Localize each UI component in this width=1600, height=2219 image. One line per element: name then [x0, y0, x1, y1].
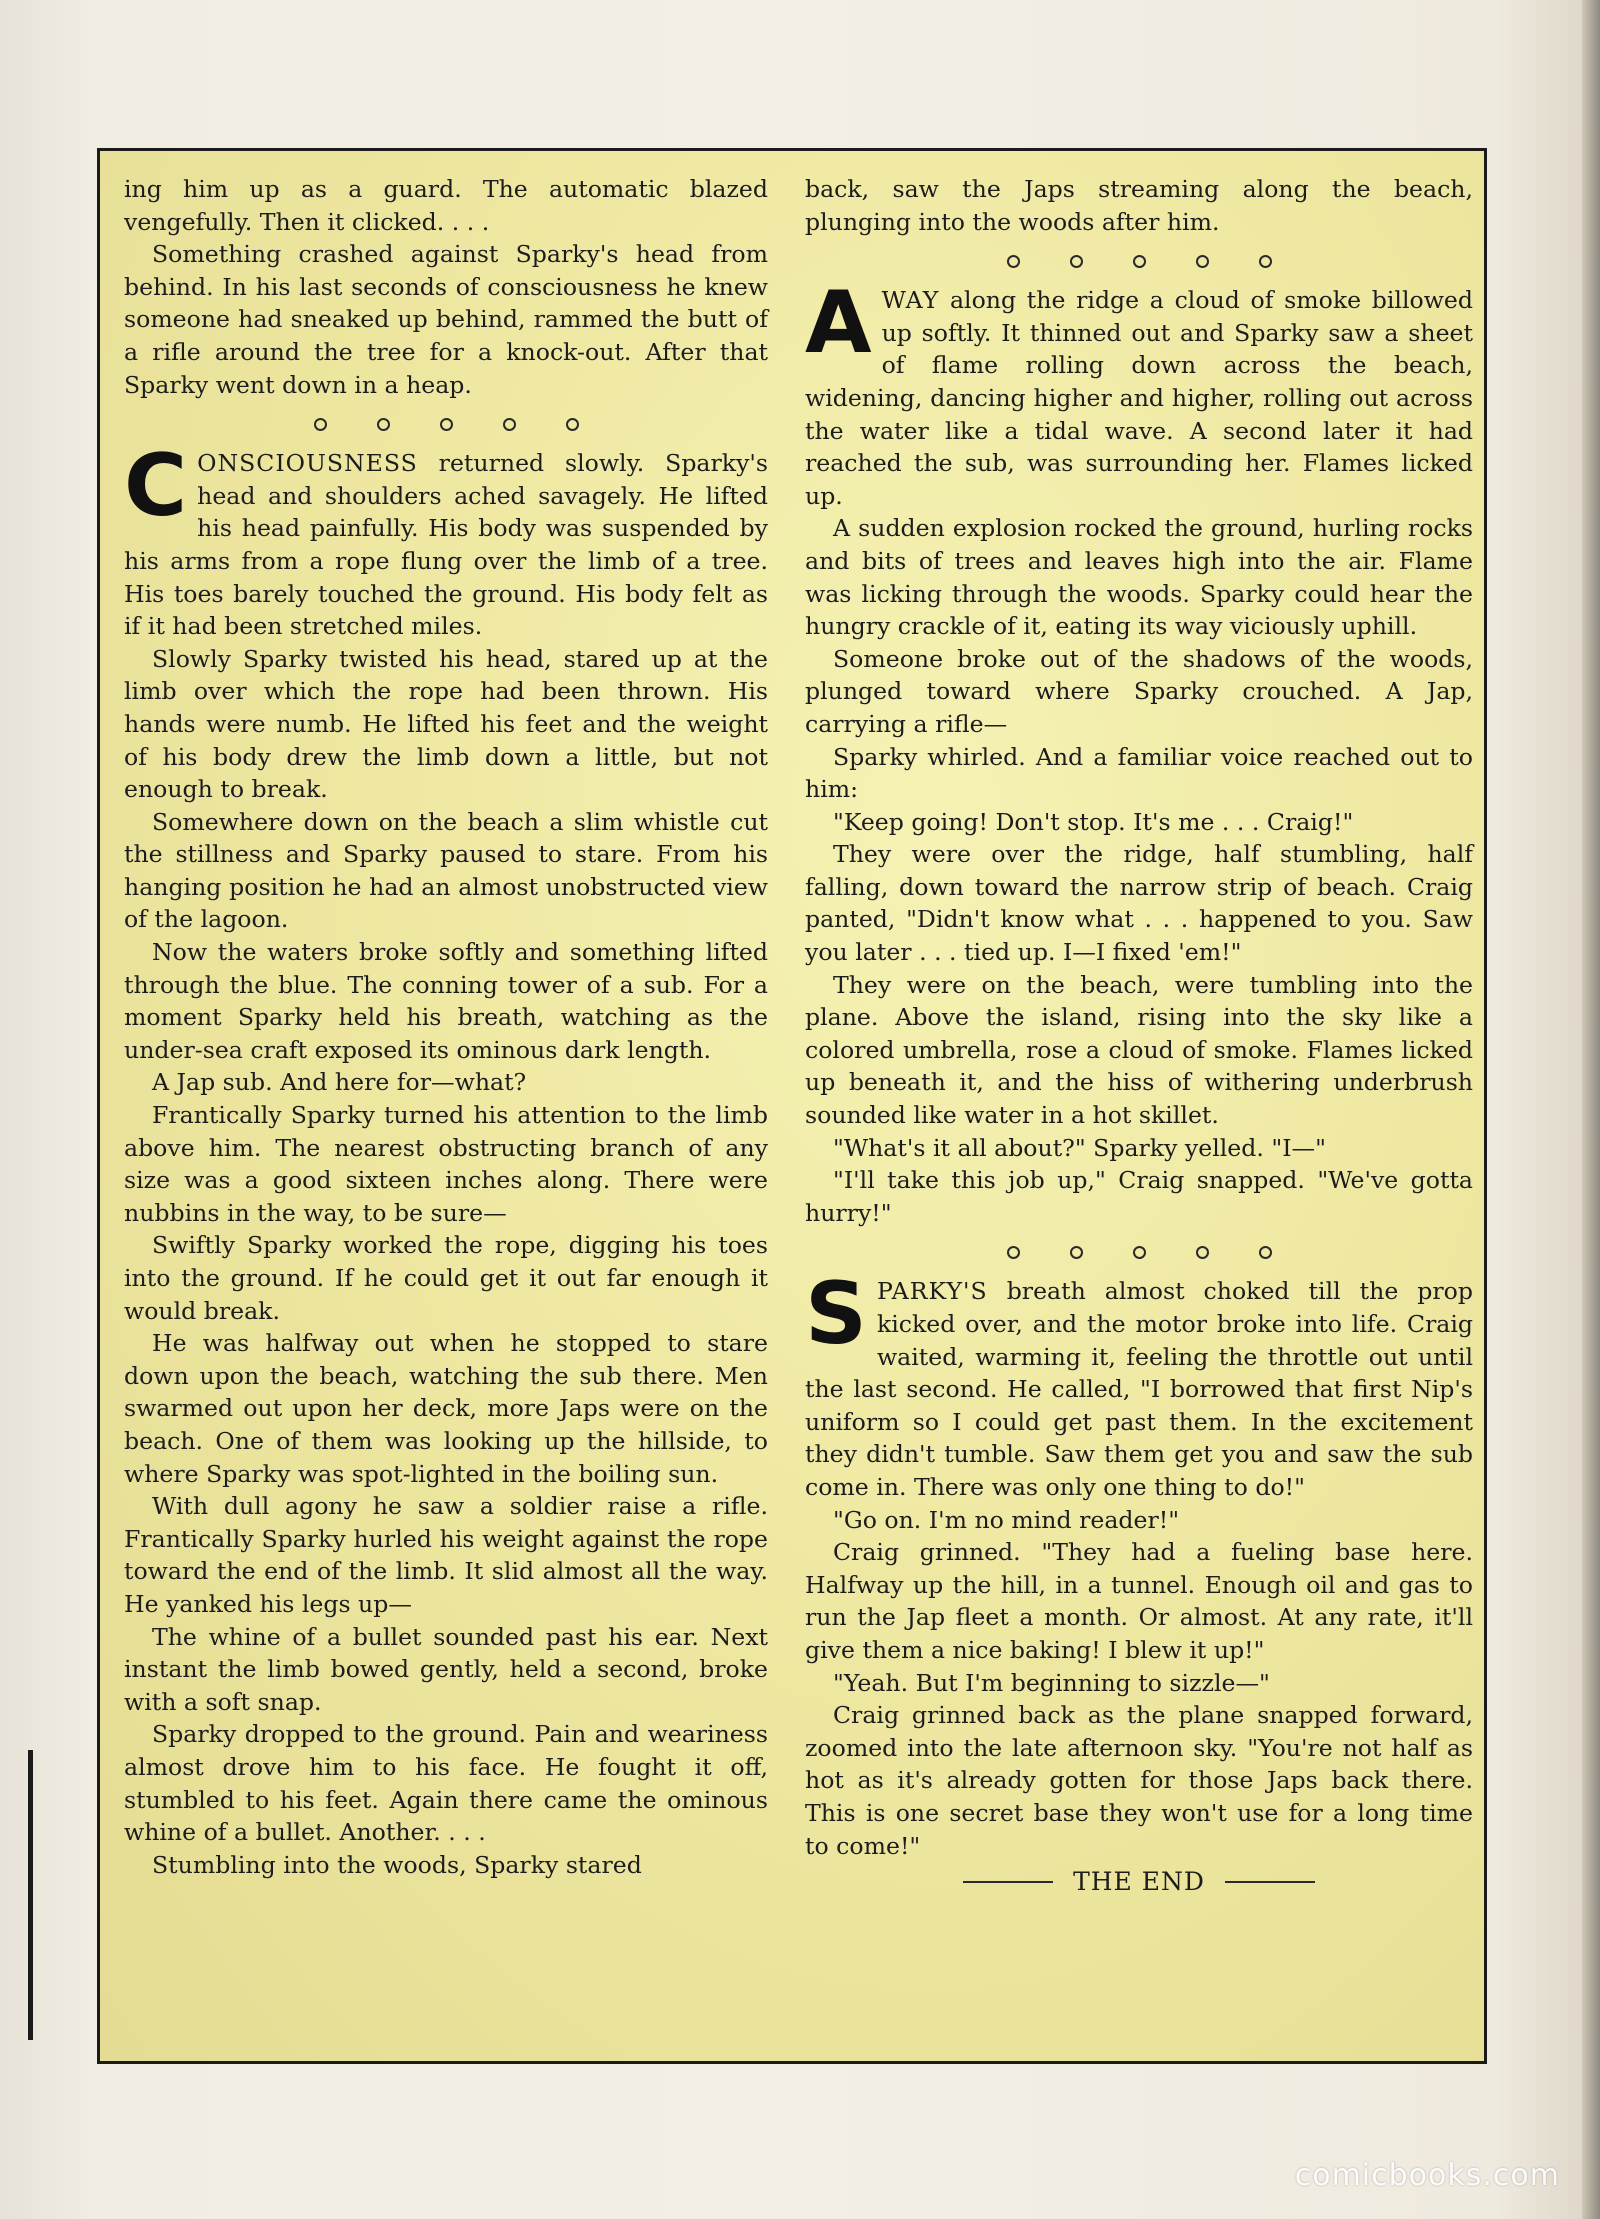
- lead-in-caps: WAY: [881, 286, 940, 315]
- break-dot: [1196, 255, 1209, 268]
- paragraph: A Jap sub. And here for—what?: [152, 1068, 527, 1097]
- paragraph: ing him up as a guard. The automatic blazed vengefully. Then it clicked. . . .: [124, 175, 768, 236]
- paragraph: Craig grinned. "They had a fueling base here. Halfway up the hill, in a tunnel. Enough oil and gas to run the Jap fleet a month. Or almost. At any rate, it'll give them a nice baking! I blew it up!": [805, 1538, 1473, 1664]
- paragraph: The whine of a bullet sounded past his ear. Next instant the limb bowed gently, held a second, broke with a soft snap.: [124, 1622, 768, 1716]
- break-dot: [1070, 1246, 1083, 1259]
- section-break: [805, 238, 1473, 284]
- break-dot: [1196, 1246, 1209, 1259]
- page-edge-shadow: [1582, 0, 1600, 2219]
- break-dot: [377, 418, 390, 431]
- paragraph-text: returned slowly. Sparky's head and shoulders ached savagely. He lifted his head painfully. His body was suspended by his arms from a rope flung over the limb of a tree. His toes barely touched the ground. His body felt as if it had been stretched miles.: [124, 449, 768, 641]
- paragraph: They were over the ridge, half stumbling, half falling, down toward the narrow strip of beach. Craig panted, "Didn't know what . . . happened to you. Saw you later . . . tied up. I—I fixed 'em!": [805, 840, 1473, 967]
- break-dot: [314, 418, 327, 431]
- end-rule-right: [1225, 1881, 1315, 1883]
- paragraph: Craig grinned back as the plane snapped forward, zoomed into the late afternoon sky. "You're not half as hot as it's already gotten for those Japs back there. This is one secret base they won't use for a long time to come!": [805, 1701, 1473, 1860]
- paragraph: Somewhere down on the beach a slim whistle cut the stillness and Sparky paused to stare. From his hanging position he had an almost unobstructed view of the lagoon.: [124, 807, 768, 934]
- drop-cap: A: [805, 273, 872, 374]
- right-column: [805, 173, 1473, 1899]
- paragraph: "I'll take this job up," Craig snapped. "We've gotta hurry!": [805, 1166, 1473, 1227]
- paragraph: Now the waters broke softly and something lifted through the blue. The conning tower of a sub. For a moment Sparky held his breath, watching as the under-sea craft exposed its ominous dark length.: [124, 938, 768, 1064]
- break-dot: [1007, 1246, 1020, 1259]
- paragraph: back, saw the Japs streaming along the beach, plunging into the woods after him.: [805, 175, 1473, 236]
- paragraph: "Keep going! Don't stop. It's me . . . Craig!": [833, 807, 1354, 836]
- break-dot: [1133, 1246, 1146, 1259]
- the-end-label: THE END: [1073, 1867, 1205, 1897]
- paragraph-text: breath almost choked till the prop kicked over, and the motor broke into life. Craig waited, warming it, feeling the throttle out until the last second. He called, "I borrowed that first Nip's uniform so I could get past them. In the excitement they didn't tumble. Saw them get you and saw the sub come in. There was only one thing to do!": [805, 1277, 1473, 1501]
- break-dot: [503, 418, 516, 431]
- binding-mark: [28, 1750, 33, 2040]
- paragraph: He was halfway out when he stopped to stare down upon the beach, watching the sub there. Men swarmed out upon her deck, more Japs were on the beach. One of them was looking up the hillside, to where Sparky was spot-lighted in the boiling sun.: [124, 1329, 768, 1488]
- drop-cap: S: [805, 1264, 867, 1365]
- paragraph: They were on the beach, were tumbling into the plane. Above the island, rising into the sky like a colored umbrella, rose a cloud of smoke. Flames licked up beneath it, and the hiss of withering underbrush sounded like water in a hot skillet.: [805, 970, 1473, 1130]
- paragraph-with-dropcap: [805, 273, 1473, 512]
- lead-in-caps: PARKY'S: [876, 1277, 988, 1306]
- paragraph: Slowly Sparky twisted his head, stared up at the limb over which the rope had been thrown. His hands were numb. He lifted his feet and the weight of his body drew the limb down a little, but not enough to break.: [124, 644, 768, 804]
- paragraph: Swiftly Sparky worked the rope, digging his toes into the ground. If he could get it out far enough it would break.: [124, 1231, 768, 1325]
- section-break: [805, 1229, 1473, 1275]
- story-panel: [97, 148, 1487, 2064]
- paragraph: With dull agony he saw a soldier raise a rifle. Frantically Sparky hurled his weight against the rope toward the end of the limb. It slid almost all the way. He yanked his legs up—: [124, 1492, 768, 1618]
- break-dot: [1007, 255, 1020, 268]
- left-column: [124, 173, 768, 1881]
- paragraph: "Yeah. But I'm beginning to sizzle—": [833, 1668, 1270, 1697]
- paragraph-with-dropcap: [805, 1264, 1473, 1503]
- paragraph: Something crashed against Sparky's head from behind. In his last seconds of consciousness he knew someone had sneaked up behind, rammed the butt of a rifle around the tree for a knock-out. After that Sparky went down in a heap.: [124, 240, 768, 399]
- paragraph: "Go on. I'm no mind reader!": [833, 1505, 1180, 1534]
- paragraph-text: along the ridge a cloud of smoke billowed up softly. It thinned out and Sparky saw a sheet of flame rolling down across the beach, widening, dancing higher and higher, rolling out across the water like a tidal wave. A second later it had reached the sub, was surrounding her. Flames licked up.: [805, 286, 1473, 510]
- paragraph: Someone broke out of the shadows of the woods, plunged toward where Sparky crouched. A Jap, carrying a rifle—: [805, 644, 1473, 738]
- paragraph: A sudden explosion rocked the ground, hurling rocks and bits of trees and leaves high into the air. Flame was licking through the woods. Sparky could hear the hungry crackle of it, eating its way viciously uphill.: [805, 514, 1473, 641]
- paragraph: Sparky whirled. And a familiar voice reached out to him:: [805, 742, 1473, 804]
- break-dot: [1259, 1246, 1272, 1259]
- paragraph: Frantically Sparky turned his attention to the limb above him. The nearest obstructing branch of any size was a good sixteen inches along. There were nubbins in the way, to be sure—: [124, 1101, 768, 1227]
- section-break: [124, 401, 768, 447]
- watermark: comicbooks.com: [1294, 2158, 1560, 2193]
- paragraph-with-dropcap: [124, 436, 768, 643]
- break-dot: [1259, 255, 1272, 268]
- break-dot: [1133, 255, 1146, 268]
- break-dot: [440, 418, 453, 431]
- end-rule-left: [963, 1881, 1053, 1883]
- break-dot: [1070, 255, 1083, 268]
- end-marker: [805, 1866, 1473, 1899]
- paragraph: Stumbling into the woods, Sparky stared: [152, 1850, 642, 1879]
- paragraph: Sparky dropped to the ground. Pain and weariness almost drove him to his face. He fought it off, stumbled to his feet. Again there came the ominous whine of a bullet. Another. . . .: [124, 1720, 768, 1847]
- drop-cap: C: [124, 436, 188, 537]
- lead-in-caps: ONSCIOUSNESS: [197, 449, 418, 478]
- break-dot: [566, 418, 579, 431]
- paragraph: "What's it all about?" Sparky yelled. "I—": [833, 1133, 1326, 1162]
